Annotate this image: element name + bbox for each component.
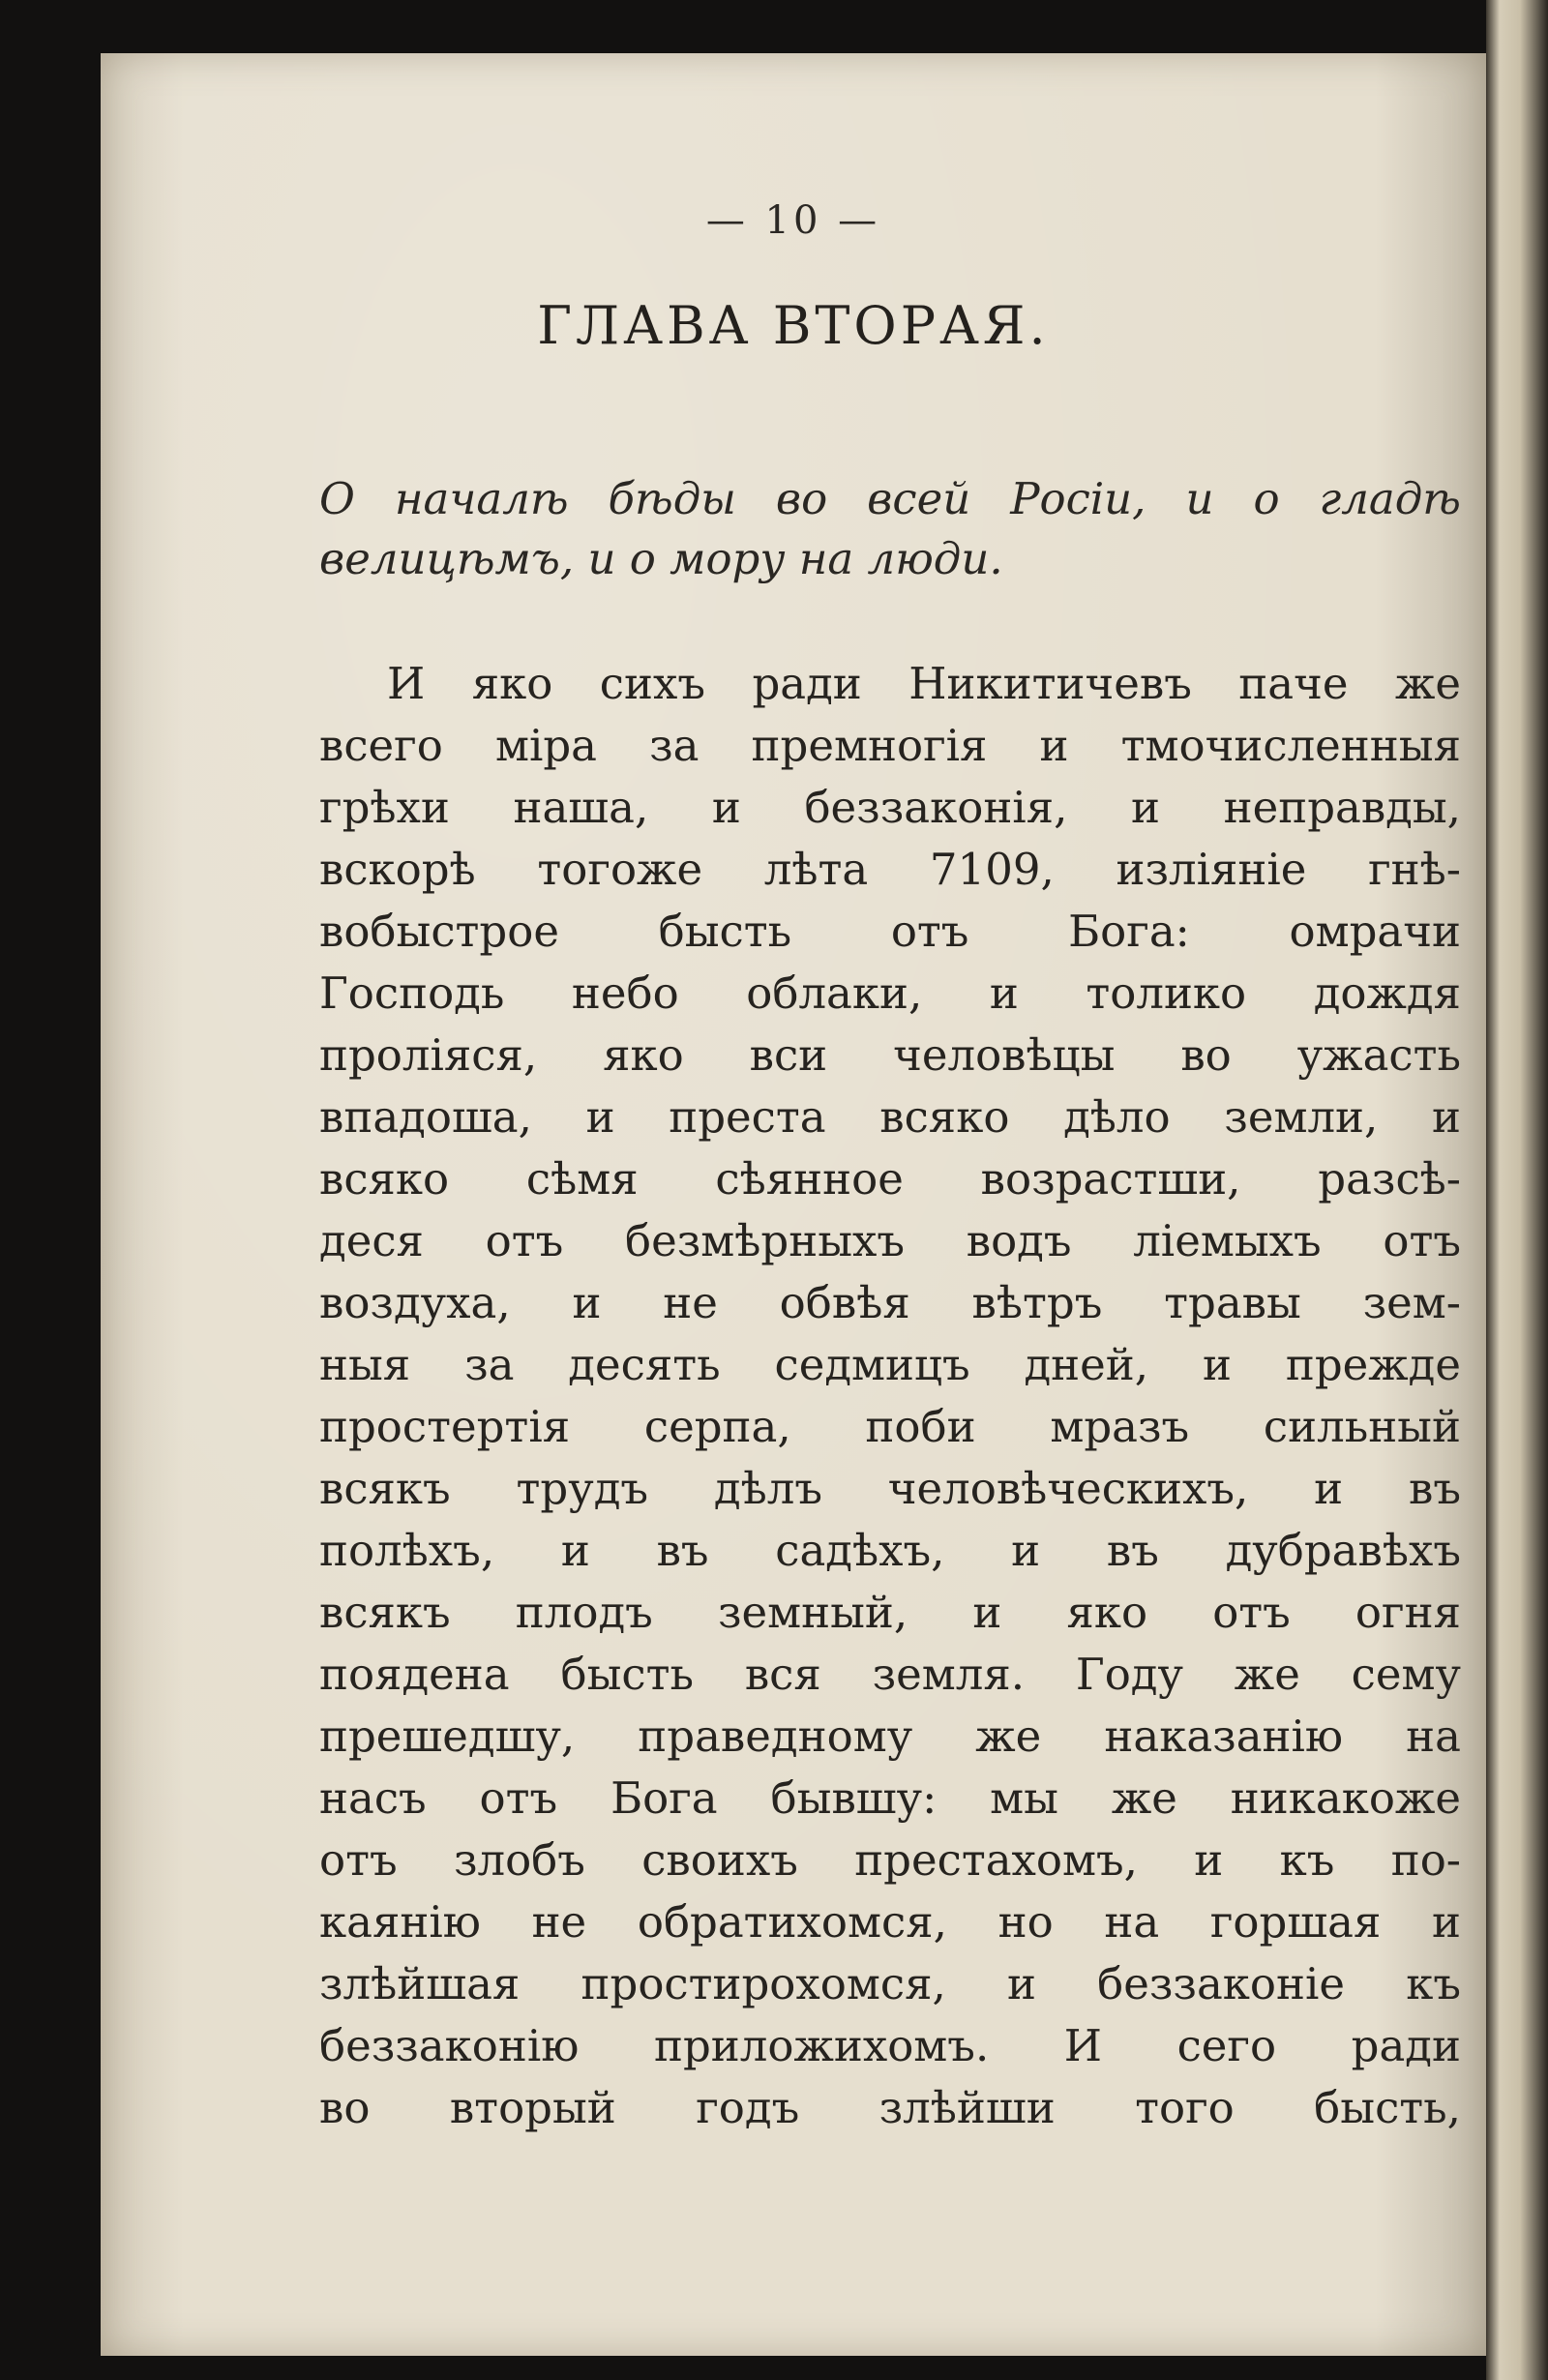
chapter-title: ГЛАВА ВТОРАЯ.: [537, 295, 1050, 356]
body-line: всякъ плодъ земный, и яко отъ огня: [319, 1587, 1461, 1638]
body-line: ныя за десять седмицъ дней, и прежде: [319, 1339, 1461, 1390]
chapter-summary: О началѣ бѣды во всей Росіи, и о гладѣ велицѣмъ, и о мору на люди.: [319, 473, 1461, 584]
page-number: — 10 —: [705, 198, 881, 243]
body-line: поядена бысть вся земля. Году же сему: [319, 1649, 1461, 1700]
book-spine-edge: [1486, 0, 1548, 2380]
body-line: беззаконію приложихомъ. И сего ради: [319, 2020, 1461, 2071]
body-text: [319, 653, 1461, 2139]
body-line: полѣхъ, и въ садѣхъ, и въ дубравѣхъ: [319, 1525, 1461, 1576]
body-line: деся отъ безмѣрныхъ водъ ліемыхъ отъ: [319, 1215, 1461, 1266]
body-line: вобыстрое бысть отъ Бога: омрачи: [319, 906, 1461, 957]
body-line: отъ злобъ своихъ престахомъ, и къ по-: [319, 1834, 1461, 1886]
paper-page: [101, 53, 1486, 2356]
body-line: всякъ трудъ дѣлъ человѣческихъ, и въ: [319, 1463, 1461, 1514]
body-line: каянію не обратихомся, но на горшая и: [319, 1896, 1461, 1948]
body-line: всего міра за премногія и тмочисленныя: [319, 720, 1461, 771]
body-line: вскорѣ тогоже лѣта 7109, изліяніе гнѣ-: [319, 844, 1461, 895]
body-line: простертія серпа, поби мразъ сильный: [319, 1401, 1461, 1452]
body-line: злѣйшая простирохомся, и беззаконіе къ: [319, 1958, 1461, 2009]
body-line: во вторый годъ злѣйши того бысть,: [319, 2082, 1461, 2133]
body-line: И яко сихъ ради Никитичевъ паче же: [387, 658, 1461, 709]
body-line: насъ отъ Бога бывшу: мы же никакоже: [319, 1772, 1461, 1824]
body-line: воздуха, и не обвѣя вѣтръ травы зем-: [319, 1277, 1461, 1328]
body-line: пролiяся, яко вси человѣцы во ужасть: [319, 1029, 1461, 1081]
body-line: прешедшу, праведному же наказанію на: [319, 1711, 1461, 1762]
body-line: грѣхи наша, и беззаконія, и неправды,: [319, 782, 1461, 833]
body-line: впадоша, и преста всяко дѣло земли, и: [319, 1091, 1461, 1143]
body-line: всяко сѣмя сѣянное возрастши, разсѣ-: [319, 1153, 1461, 1205]
body-line: Господь небо облаки, и толико дождя: [319, 967, 1461, 1019]
